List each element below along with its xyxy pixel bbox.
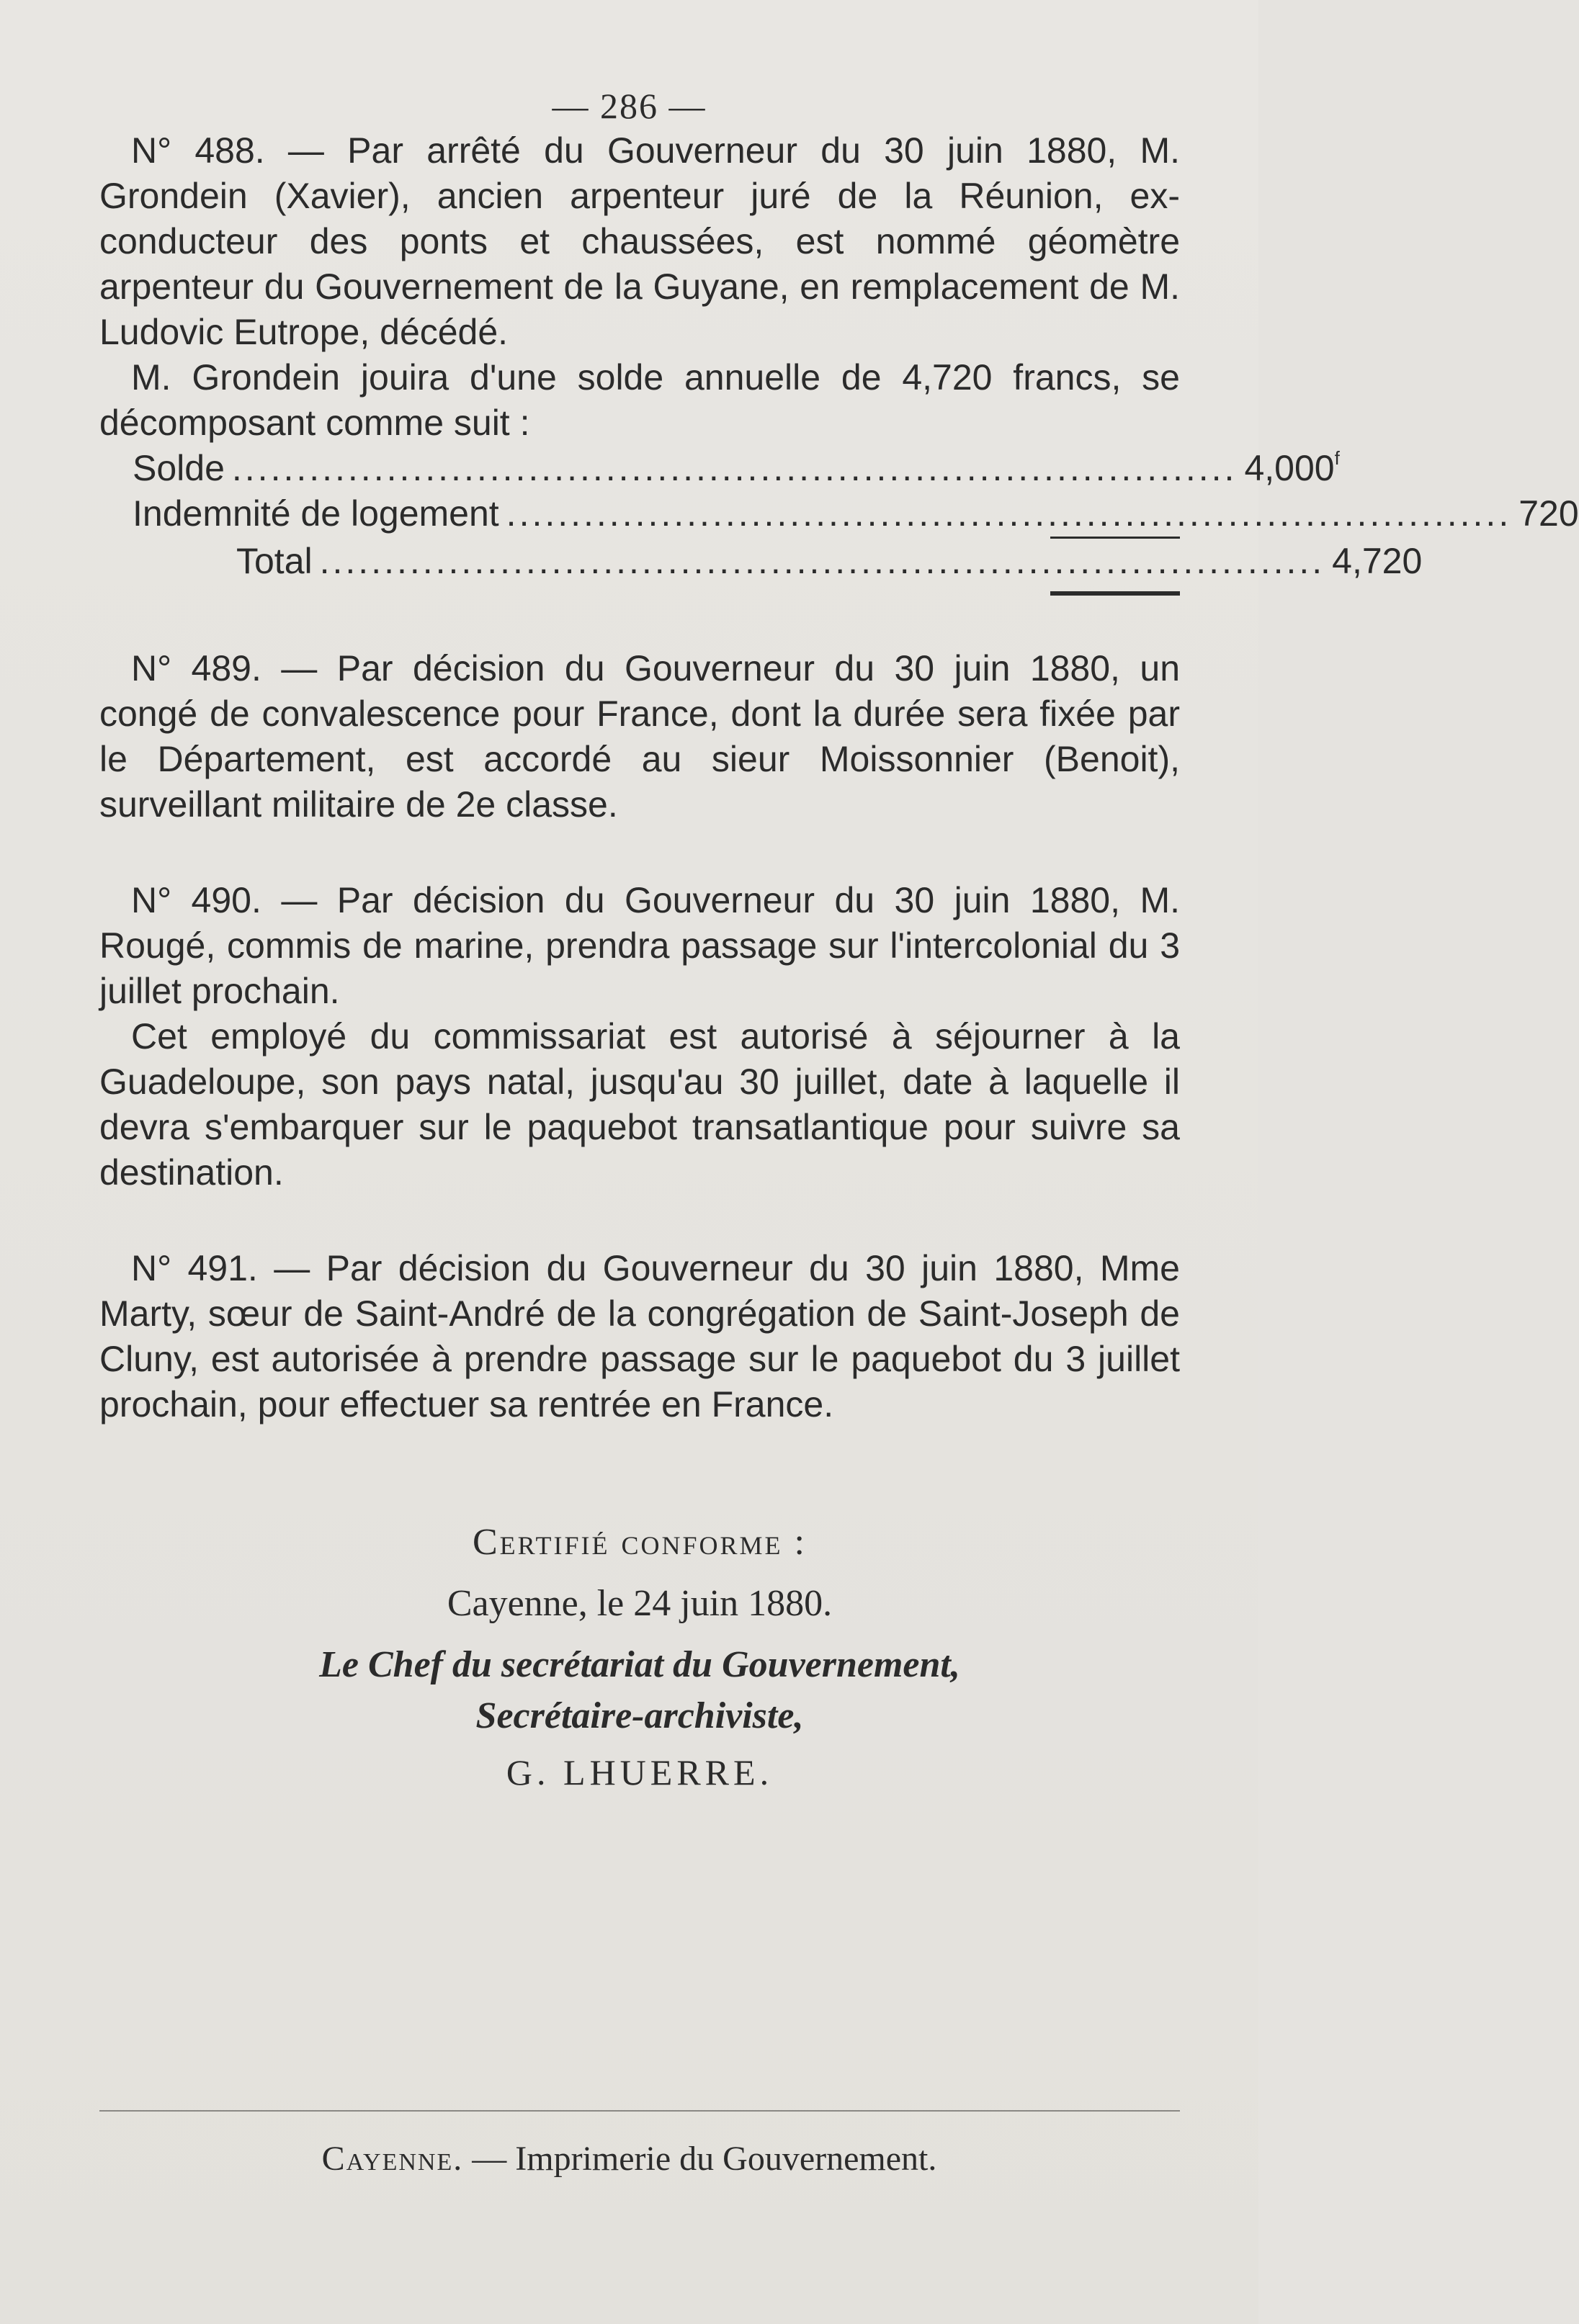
- page-number: — 286 —: [552, 86, 707, 126]
- paragraph-490-detail: Cet employé du commissariat est autorisé à séjourner à la Guadeloupe, son pays natal, jusqu'au 30 juillet, date à laquelle il devra s'embarquer sur le paquebot transatlantique pour suivre sa destination.: [99, 1016, 1180, 1193]
- paragraph-491: N° 491. — Par décision du Gouverneur du 30 juin 1880, Mme Marty, sœur de Saint-André de la congrégation de Saint-Joseph de Cluny, est autorisée à prendre passage sur le paquebot du 3 juillet prochain, pour effectuer sa rentrée en France.: [99, 1248, 1180, 1425]
- signatory-name: G. LHUERRE.: [506, 1752, 774, 1793]
- signatory-role: Le Chef du secrétariat du Gouvernement,: [319, 1644, 960, 1685]
- imprint-text: — Imprimerie du Gouvernement.: [472, 2140, 937, 2178]
- signatory-role-secondary: Secrétaire-archiviste,: [475, 1695, 804, 1736]
- salary-label: Indemnité de logement: [133, 493, 499, 534]
- certification-block: [99, 1520, 1180, 1795]
- leader-dots: ..............................................................................: [319, 541, 1325, 581]
- salary-row-indemnite: [99, 491, 1579, 537]
- paragraph-490: N° 490. — Par décision du Gouverneur du 30 juin 1880, M. Rougé, commis de marine, prendra passage sur l'intercolonial du 3 juillet prochain.: [99, 880, 1180, 1011]
- certification-title: Certifié conforme :: [473, 1522, 807, 1563]
- salary-amount: 720: [1518, 493, 1579, 534]
- salary-row-solde: [99, 446, 1340, 491]
- footer-rule: [99, 2110, 1180, 2112]
- leader-dots: ..............................................................................: [231, 448, 1238, 488]
- salary-row-total: [99, 539, 1423, 584]
- salary-amount: 4,000$^f$: [1244, 447, 1340, 488]
- paragraph-489: N° 489. — Par décision du Gouverneur du 30 juin 1880, un congé de convalescence pour France, dont la durée sera fixée par le Département, est accordé au sieur Moissonnier (Benoit), surveillant militaire de 2e classe.: [99, 648, 1180, 825]
- imprint-place: Cayenne.: [321, 2140, 464, 2178]
- paragraph-488-salary: M. Grondein jouira d'une solde annuelle de 4,720 francs, se décomposant comme suit :: [99, 357, 1180, 443]
- leader-dots: ..............................................................................: [506, 493, 1512, 534]
- paragraph-488: N° 488. — Par arrêté du Gouverneur du 30 juin 1880, M. Grondein (Xavier), ancien arpenteur juré de la Réunion, ex-conducteur des ponts et chaussées, est nommé géomètre arpenteur du Gouvernement de la Guyane, en remplacement de M. Ludovic Eutrope, décédé.: [99, 130, 1180, 352]
- total-amount: 4,720: [1332, 541, 1423, 581]
- certification-place-date: Cayenne, le 24 juin 1880.: [447, 1583, 833, 1624]
- salary-label: Solde: [133, 448, 225, 488]
- total-label: Total: [236, 541, 313, 581]
- printer-imprint: [0, 2139, 1258, 2179]
- document-body: [99, 128, 1579, 1795]
